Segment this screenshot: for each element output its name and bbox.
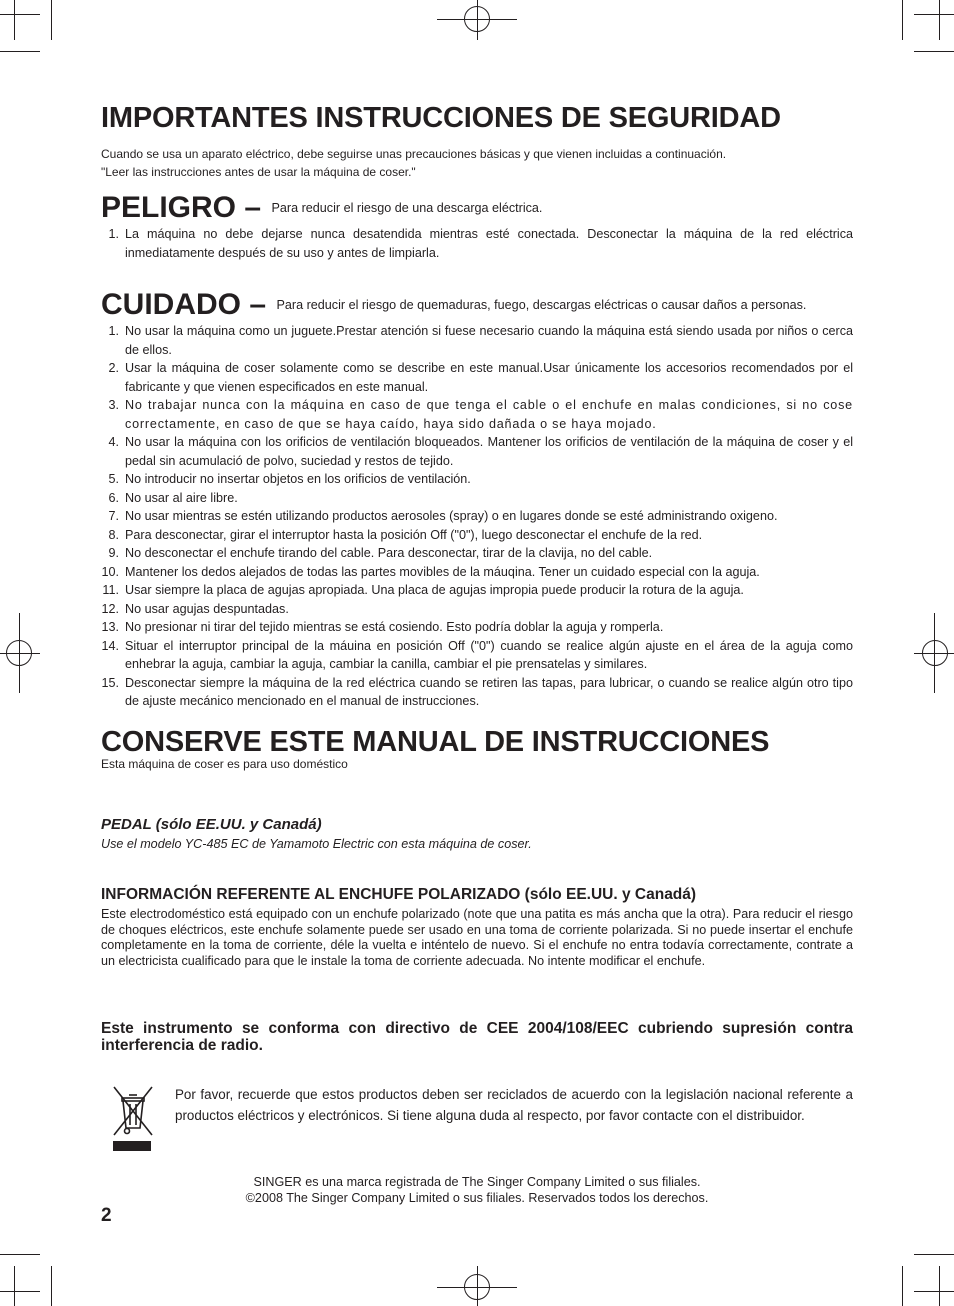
danger-note: Para reducir el riesgo de una descarga eléctrica. — [271, 201, 543, 215]
recycle-text: Por favor, recuerde que estos productos deben ser reciclados de acuerdo con la legislación nacional referente a productos eléctricos y electrónicos. Si tiene alguna duda al respecto, por favor contacte con el distribuidor. — [175, 1087, 853, 1123]
list-item: 11. Usar siempre la placa de agujas apropiada. Una placa de agujas impropia puede producir la rotura de la aguja. — [102, 583, 744, 597]
list-item: 1. No usar la máquina como un juguete.Prestar atención si fuese necesario cuando la máquina está siendo usada por niños o cerca de ellos. — [108, 324, 853, 357]
intro-line-2: "Leer las instrucciones antes de usar la máquina de coser." — [101, 165, 416, 179]
pedal-text: Use el modelo YC-485 EC de Yamamoto Electric con esta máquina de coser. — [101, 837, 532, 851]
list-item: 4. No usar la máquina con los orificios de ventilación bloqueados. Mantener los orificios de ventilación de la máquina de coser y el pedal sin acumulació de polvo, suciedad y restos de tejido. — [108, 435, 853, 468]
danger-list — [101, 225, 853, 262]
caution-list — [101, 322, 853, 711]
list-item: 10. Mantener los dedos alejados de todas las partes movibles de la máuqina. Tener un cuidado especial con la aguja. — [101, 564, 760, 579]
list-item: 6. No usar al aire libre. — [108, 490, 238, 505]
crossed-bin-icon — [110, 1085, 156, 1153]
caution-heading: CUIDADO – — [101, 288, 267, 321]
danger-heading: PELIGRO – — [101, 191, 262, 224]
conserve-heading: CONSERVE ESTE MANUAL DE INSTRUCCIONES — [101, 726, 770, 758]
list-item: 1. La máquina no debe dejarse nunca desatendida mientras esté conectada. Desconectar la máquina de la red eléctrica inmediatamente después de su uso y antes de limpiarla. — [108, 227, 853, 260]
list-item: 9. No desconectar el enchufe tirando del cable. Para desconectar, tirar de la clavija, no del cable. — [108, 546, 653, 560]
directive-text: Este instrumento se conforma con directivo de CEE 2004/108/EEC cubriendo supresión contra interferencia de radio. — [101, 1020, 853, 1054]
list-item: 3. No trabajar nunca con la máquina en caso de que tenga el cable o el enchufe en malas condiciones, si no cose correctamente, en caso de que se haya caído, haya sido dañada o se haya mojado. — [108, 398, 853, 431]
list-item: 7. No usar mientras se estén utilizando productos aerosoles (spray) o en lugares donde se esté administrando oxigeno. — [108, 509, 778, 523]
list-item: 2. Usar la máquina de coser solamente como se describe en este manual.Usar únicamente los accesorios recomendados por el fabricante y que vienen especificados en este manual. — [108, 361, 853, 394]
conserve-sub: Esta máquina de coser es para uso doméstico — [101, 757, 348, 771]
page-number: 2 — [101, 1205, 112, 1226]
intro-line-1: Cuando se usa un aparato eléctrico, debe seguirse unas precauciones básicas y que vienen incluidas a continuación. — [101, 147, 727, 161]
plug-heading: INFORMACIÓN REFERENTE AL ENCHUFE POLARIZADO (sólo EE.UU. y Canadá) — [101, 886, 697, 903]
pedal-heading: PEDAL (sólo EE.UU. y Canadá) — [101, 816, 322, 833]
list-item: 5. No introducir no insertar objetos en los orificios de ventilación. — [108, 472, 471, 486]
list-item: 15. Desconectar siempre la máquina de la red eléctrica cuando se retiren las tapas, para lubricar, o cuando se realice algún otro tipo de ajuste mecánico mencionado en el manual de instrucciones. — [101, 675, 853, 708]
footer-line-2: ©2008 The Singer Company Limited o sus filiales. Reservados todos los derechos. — [245, 1191, 709, 1205]
danger-heading-row — [101, 191, 542, 225]
caution-note: Para reducir el riesgo de quemaduras, fuego, descargas eléctricas o causar daños a personas. — [276, 298, 807, 312]
list-item: 12. No usar agujas despuntadas. — [101, 601, 289, 616]
plug-text: Este electrodoméstico está equipado con un enchufe polarizado (note que una patita es más ancha que la otra). Para reducir el riesgo de choques eléctricos, este enchufe solamente puede ser usado en una toma de corriente polarizada. Si no puede insertar el enchufe completamente en la toma de corriente, déle la vuelta e inténtelo de nuevo. Si el enchufe no entra todavía correctamente, contrate a un electricista cualificado para que le instale la toma de corriente adecuada. No intente modificar el enchufe. — [101, 907, 853, 968]
caution-heading-row — [101, 288, 806, 322]
page-title: IMPORTANTES INSTRUCCIONES DE SEGURIDAD — [101, 102, 781, 134]
footer-line-1: SINGER es una marca registrada de The Singer Company Limited o sus filiales. — [253, 1175, 701, 1189]
list-item: 13. No presionar ni tirar del tejido mientras se está cosiendo. Esto podría doblar la aguja y romperla. — [101, 620, 664, 634]
list-item: 14. Situar el interruptor principal de la máuina en posición Off ("0") cuando se realice algún ajuste en el área de la aguja como enhebrar la aguja, cambiar la aguja, cambiar la canilla, cambiar el pie prensatelas y similares. — [101, 638, 853, 671]
list-item: 8. Para desconectar, girar el interruptor hasta la posición Off ("0"), luego desconectar el enchufe de la red. — [108, 527, 703, 542]
